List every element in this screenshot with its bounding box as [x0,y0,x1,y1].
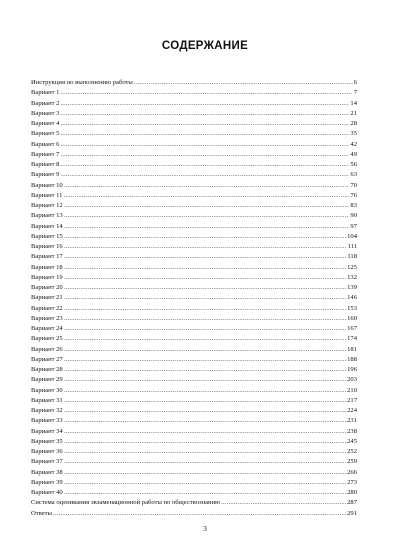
dot-leader [64,345,346,355]
toc-entry-page: 238 [347,427,357,435]
toc-entry [31,109,357,119]
dot-leader [64,396,346,406]
toc-entry [31,160,357,170]
toc-entry-label: Вариант 10 [31,181,63,189]
dot-leader [64,222,350,232]
toc-entry [31,181,357,191]
dot-leader [64,314,346,324]
toc-entry-label: Вариант 27 [31,355,63,363]
toc-entry-page: 118 [347,253,357,261]
toc-entry-page: 224 [347,407,357,414]
toc-entry-page: 181 [347,345,357,353]
toc-entry-page: 252 [347,448,357,455]
dot-leader [64,283,346,293]
toc-entry-page: 14 [350,99,357,107]
dot-leader [60,150,349,160]
toc-entry [31,406,357,416]
dot-leader [60,160,349,170]
toc-entry-label: Вариант 21 [31,294,63,302]
dot-leader [64,304,346,314]
toc-entry [31,129,357,139]
toc-entry-label: Вариант 31 [31,396,63,404]
toc-entry-label: Вариант 4 [31,120,60,127]
dot-leader [53,509,346,519]
toc-entry-page: 63 [350,171,357,179]
dot-leader [64,416,346,426]
toc-entry-page: 287 [347,499,357,507]
dot-leader [64,273,346,283]
toc-entry-page: 146 [347,294,357,302]
toc-entry-page: 56 [350,161,357,168]
toc-entry-label: Ответы [31,509,52,517]
toc-entry-page: 6 [353,79,357,86]
toc-entry-label: Вариант 13 [31,212,63,220]
toc-entry-label: Вариант 28 [31,366,63,373]
toc-entry-label: Вариант 14 [31,222,63,230]
toc-entry [31,119,357,129]
dot-leader [64,324,346,334]
toc-entry [31,416,357,426]
toc-entry-label: Вариант 30 [31,386,63,394]
toc-entry-label: Вариант 32 [31,407,63,414]
dot-leader [64,201,350,211]
dot-leader [64,447,346,457]
toc-entry [31,88,357,98]
toc-entry-page: 28 [350,120,357,127]
toc-entry [31,447,357,457]
toc-entry-label: Вариант 36 [31,448,63,455]
toc-entry [31,99,357,109]
dot-leader [60,170,349,180]
toc-entry [31,150,357,160]
dot-leader [221,498,346,508]
toc-entry-label: Вариант 22 [31,304,63,312]
toc-entry-page: 291 [347,509,357,517]
toc-entry-label: Вариант 34 [31,427,63,435]
toc-entry [31,252,357,262]
toc-entry-label: Вариант 24 [31,325,63,332]
toc-entry [31,78,357,88]
toc-entry-label: Вариант 25 [31,335,63,343]
toc-entry [31,242,357,252]
toc-entry-label: Вариант 11 [31,191,63,199]
dot-leader [60,129,349,139]
dot-leader [60,140,349,150]
toc-entry [31,170,357,180]
dot-leader [64,406,346,416]
toc-entry [31,509,357,519]
toc-entry-page: 21 [350,109,357,117]
toc-entry [31,191,357,201]
toc-entry-label: Вариант 18 [31,263,63,271]
dot-leader [64,181,350,191]
toc-entry-label: Вариант 19 [31,273,63,281]
toc-entry-label: Вариант 12 [31,202,63,209]
toc-entry [31,283,357,293]
dot-leader [60,99,349,109]
toc-entry-label: Вариант 33 [31,417,63,425]
dot-leader [64,468,346,478]
toc-entry-label: Вариант 9 [31,171,60,179]
toc-entry [31,457,357,467]
table-of-contents [31,78,357,519]
dot-leader [64,386,346,396]
toc-entry-label: Вариант 37 [31,458,63,466]
toc-entry-label: Вариант 5 [31,130,60,138]
toc-entry-page: 35 [350,130,357,138]
toc-entry [31,304,357,314]
toc-entry-label: Вариант 7 [31,150,60,158]
toc-entry [31,222,357,232]
toc-entry-page: 76 [350,191,357,199]
toc-entry-page: 188 [347,355,357,363]
toc-entry-label: Вариант 20 [31,284,63,291]
dot-leader [64,457,346,467]
toc-entry-page: 42 [350,140,357,148]
page-number: 3 [203,524,207,533]
toc-entry-label: Инструкция по выполнению работы [31,79,133,86]
toc-entry-page: 125 [347,263,357,271]
toc-entry-page: 153 [347,304,357,312]
toc-entry-label: Вариант 40 [31,489,63,496]
toc-entry-page: 167 [347,325,357,332]
toc-entry-page: 111 [347,243,357,250]
dot-leader [64,355,346,365]
dot-leader [64,232,346,242]
toc-entry-label: Вариант 6 [31,140,60,148]
toc-entry-label: Вариант 26 [31,345,63,353]
toc-entry-page: 203 [347,376,357,384]
toc-entry-page: 90 [350,212,357,220]
toc-entry-label: Вариант 8 [31,161,60,168]
dot-leader [64,365,346,375]
toc-entry [31,488,357,498]
dot-leader [134,78,353,88]
dot-leader [64,478,346,488]
toc-entry [31,396,357,406]
toc-entry [31,437,357,447]
dot-leader [64,263,346,273]
toc-entry [31,365,357,375]
toc-entry [31,427,357,437]
toc-entry-page: 273 [347,478,357,486]
toc-entry-page: 280 [347,489,357,496]
toc-entry-page: 266 [347,468,357,476]
toc-entry-page: 97 [350,222,357,230]
dot-leader [64,242,347,252]
toc-entry [31,263,357,273]
toc-entry-page: 70 [350,181,357,189]
toc-entry-label: Вариант 29 [31,376,63,384]
toc-entry-label: Вариант 23 [31,314,63,322]
dot-leader [63,191,349,201]
toc-entry [31,293,357,303]
toc-entry-page: 7 [353,89,357,97]
toc-entry [31,355,357,365]
toc-entry-label: Вариант 35 [31,437,63,445]
dot-leader [64,488,346,498]
dot-leader [64,427,346,437]
toc-entry [31,375,357,385]
toc-entry-page: 231 [347,417,357,425]
toc-entry-page: 210 [347,386,357,394]
toc-entry-page: 174 [347,335,357,343]
toc-entry-page: 139 [347,284,357,291]
dot-leader [64,252,347,262]
toc-entry [31,334,357,344]
toc-entry [31,232,357,242]
dot-leader [64,437,346,447]
toc-entry-page: 49 [350,150,357,158]
toc-entry [31,273,357,283]
toc-entry [31,314,357,324]
toc-entry-label: Вариант 2 [31,99,60,107]
toc-entry-label: Система оценивания экзаменационной работы по обществознанию [31,499,221,507]
toc-entry [31,201,357,211]
dot-leader [64,211,350,221]
toc-entry-label: Вариант 17 [31,253,63,261]
dot-leader [60,119,349,129]
toc-entry [31,140,357,150]
toc-entry-page: 132 [347,273,357,281]
toc-entry-page: 196 [347,366,357,373]
toc-entry-page: 259 [347,458,357,466]
toc-entry [31,386,357,396]
toc-entry-page: 245 [347,437,357,445]
toc-entry [31,498,357,508]
toc-entry-label: Вариант 1 [31,89,60,97]
dot-leader [60,109,349,119]
toc-entry [31,324,357,334]
toc-entry-page: 83 [350,202,357,209]
toc-entry [31,468,357,478]
dot-leader [64,293,346,303]
toc-entry-label: Вариант 16 [31,243,63,250]
dot-leader [60,88,352,98]
toc-entry [31,211,357,221]
page-title: СОДЕРЖАНИЕ [161,40,249,52]
toc-entry-label: Вариант 3 [31,109,60,117]
dot-leader [64,334,346,344]
toc-entry [31,345,357,355]
toc-entry-label: Вариант 39 [31,478,63,486]
dot-leader [64,375,346,385]
toc-entry [31,478,357,488]
toc-entry-page: 104 [347,232,357,240]
toc-entry-label: Вариант 38 [31,468,63,476]
toc-entry-label: Вариант 15 [31,232,63,240]
toc-entry-page: 217 [347,396,357,404]
toc-entry-page: 160 [347,314,357,322]
